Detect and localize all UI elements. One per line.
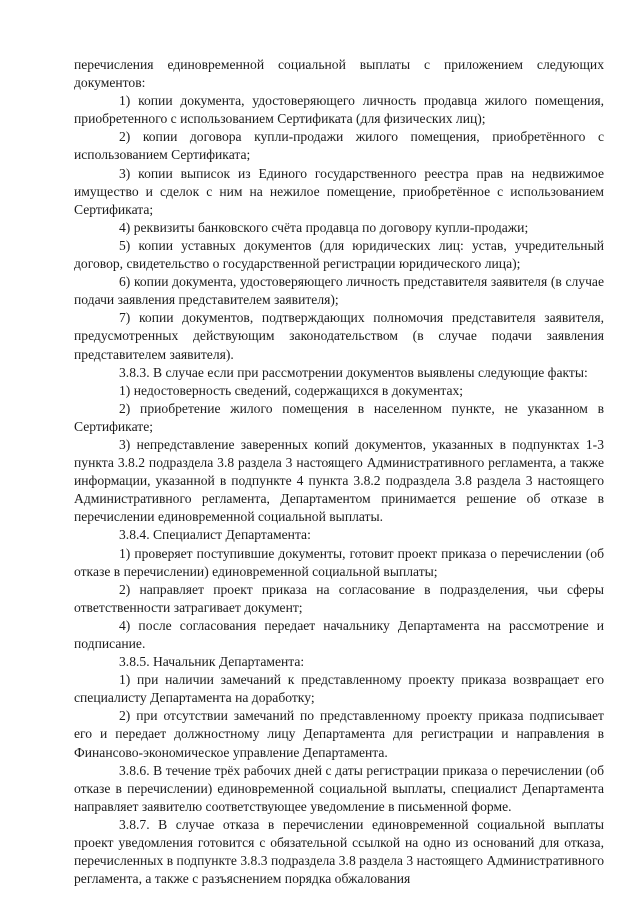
paragraph-item-6-representative-id: 6) копии документа, удостоверяющего личность представителя заявителя (в случае подачи заявления представителем заявителя); (74, 274, 604, 308)
paragraph-section-3-8-4: 3.8.4. Специалист Департамента: (119, 527, 311, 543)
paragraph-item-7-representative-authority: 7) копии документов, подтверждающих полномочия представителя заявителя, предусмотренных действующим законодательством (в случае подачи заявления представителем заявителя). (74, 310, 604, 362)
paragraph-item-3-registry-extract: 3) копии выписок из Единого государственного реестра прав на недвижимое имущество и сделок с ним на нежилое помещение, приобретённое с использованием Сертификата; (74, 165, 604, 217)
paragraph-section-3-8-7: 3.8.7. В случае отказа в перечислении единовременной социальной выплаты проект уведомления готовится с обязательной ссылкой на одно из оснований для отказа, перечисленных в подпункте 3.8.3 подраздела 3.8 раздела 3 настоящего Административного регламента, а также с разъяснением порядка обжалования (74, 816, 604, 887)
paragraph-section-3-8-3: 3.8.3. В случае если при рассмотрении документов выявлены следующие факты: (119, 364, 588, 380)
paragraph-specialist-step-4: 4) после согласования передает начальнику Департамента на рассмотрение и подписание. (74, 617, 604, 651)
paragraph-item-4-bank-details: 4) реквизиты банковского счёта продавца по договору купли-продажи; (119, 219, 529, 235)
paragraph-continuation: перечисления единовременной социальной выплаты с приложением следующих документов: (74, 57, 604, 91)
paragraph-item-2-sale-contract: 2) копии договора купли-продажи жилого помещения, приобретённого с использованием Сертификата; (74, 129, 604, 163)
paragraph-section-3-8-5: 3.8.5. Начальник Департамента: (119, 654, 305, 670)
paragraph-specialist-step-1: 1) проверяет поступившие документы, готовит проект приказа о перечислении (об отказе в перечислении) единовременной социальной выплаты; (74, 545, 604, 579)
paragraph-item-5-charter-docs: 5) копии уставных документов (для юридических лиц: устав, учредительный договор, свидетельство о государственной регистрации юридического лица); (74, 237, 604, 272)
paragraph-section-3-8-6: 3.8.6. В течение трёх рабочих дней с даты регистрации приказа о перечислении (об отказе в перечислении) единовременной социальной выплаты, специалист Департамента направляет заявителю соответствующее уведомление в письменной форме. (74, 762, 604, 814)
paragraph-head-step-1: 1) при наличии замечаний к представленному проекту приказа возвращает его специалисту Департамента на доработку; (74, 672, 604, 706)
paragraph-fact-2: 2) приобретение жилого помещения в населенном пункте, не указанном в Сертификате; (74, 400, 604, 434)
paragraph-item-1-seller-id: 1) копии документа, удостоверяющего личность продавца жилого помещения, приобретенного с использованием Сертификата (для физических лиц); (74, 93, 604, 127)
paragraph-head-step-2: 2) при отсутствии замечаний по представленному проекту приказа подписывает его и передает должностному лицу Департамента для регистрации и направления в Финансово-экономическое управление Департамента. (74, 708, 604, 760)
paragraph-specialist-step-2: 2) направляет проект приказа на согласование в подразделения, чьи сферы ответственности затрагивает документ; (74, 581, 604, 615)
paragraph-fact-3: 3) непредставление заверенных копий документов, указанных в подпунктах 1-3 пункта 3.8.2 подраздела 3.8 раздела 3 настоящего Административного регламента, а также информации, указанной в подпункте 4 пункта 3.8.2 подраздела 3.8 раздела 3 настоящего Административного регламента, Департаментом принимается решение об отказе в перечислении единовременной социальной выплаты. (74, 436, 604, 525)
paragraph-fact-1: 1) недостоверность сведений, содержащихся в документах; (119, 382, 464, 398)
